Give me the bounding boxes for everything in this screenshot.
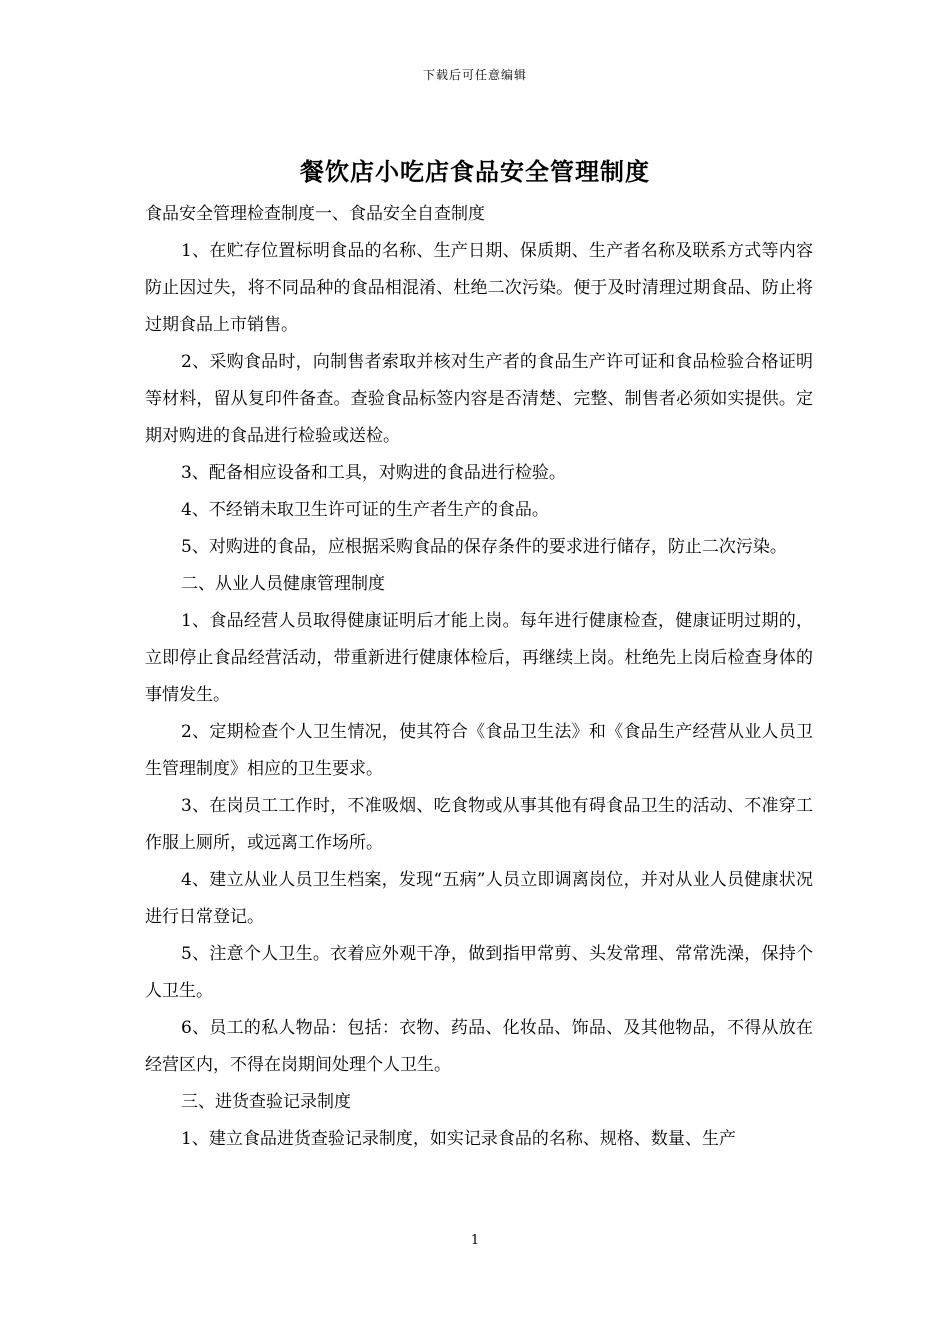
paragraph: 3、在岗员工工作时，不准吸烟、吃食物或从事其他有碍食品卫生的活动、不准穿工作服上厕所，或远离工作场所。 — [145, 796, 813, 853]
paragraph: 1、在贮存位置标明食品的名称、生产日期、保质期、生产者名称及联系方式等内容防止因过失，将不同品种的食品相混淆、杜绝二次污染。便于及时清理过期食品、防止将过期食品上市销售。 — [145, 241, 813, 335]
section-heading: 三、进货查验记录制度 — [181, 1092, 351, 1112]
paragraph-subtitle: 食品安全管理检查制度一、食品安全自查制度 — [145, 204, 485, 224]
document-title: 餐饮店小吃店食品安全管理制度 — [300, 157, 650, 186]
paragraph: 4、不经销未取卫生许可证的生产者生产的食品。 — [181, 500, 549, 520]
paragraph: 5、对购进的食品，应根据采购食品的保存条件的要求进行储存，防止二次污染。 — [181, 537, 787, 557]
paragraph: 4、建立从业人员卫生档案，发现“五病”人员立即调离岗位，并对从业人员健康状况进行日常登记。 — [145, 870, 813, 927]
document-body — [145, 196, 813, 1158]
paragraph: 2、定期检查个人卫生情况，使其符合《食品卫生法》和《食品生产经营从业人员卫生管理制度》相应的卫生要求。 — [145, 722, 813, 779]
paragraph: 6、员工的私人物品：包括：衣物、药品、化妆品、饰品、及其他物品，不得从放在经营区内，不得在岗期间处理个人卫生。 — [145, 1018, 813, 1075]
paragraph: 1、食品经营人员取得健康证明后才能上岗。每年进行健康检查，健康证明过期的，立即停止食品经营活动，带重新进行健康体检后，再继续上岗。杜绝先上岗后检查身体的事情发生。 — [145, 611, 813, 705]
paragraph: 5、注意个人卫生。衣着应外观干净，做到指甲常剪、头发常理、常常洗澡，保持个人卫生。 — [145, 944, 813, 1001]
paragraph: 3、配备相应设备和工具，对购进的食品进行检验。 — [181, 463, 566, 483]
paragraph: 2、采购食品时，向制售者索取并核对生产者的食品生产许可证和食品检验合格证明等材料，留从复印件备查。查验食品标签内容是否清楚、完整、制售者必须如实提供。定期对购进的食品进行检验或送检。 — [145, 352, 813, 446]
download-note: 下载后可任意编辑 — [422, 68, 527, 82]
page-number: 1 — [470, 1233, 480, 1248]
paragraph: 1、建立食品进货查验记录制度，如实记录食品的名称、规格、数量、生产 — [181, 1129, 736, 1149]
section-heading: 二、从业人员健康管理制度 — [181, 574, 385, 594]
